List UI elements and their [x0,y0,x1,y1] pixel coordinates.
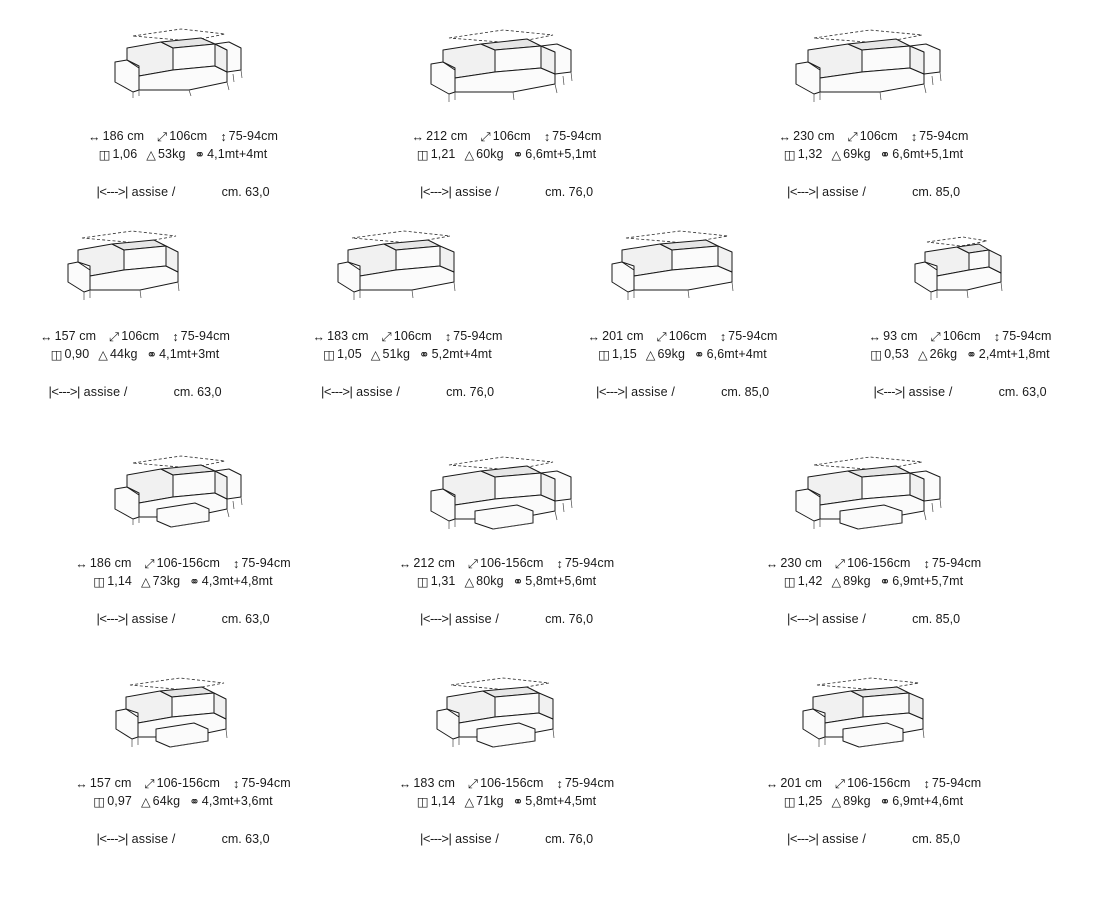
product-card [0,667,366,847]
fabric-value: 5,2mt+4mt [431,346,492,361]
width-arrow-icon: ↔ [398,557,412,571]
fabric-value: 4,3mt+4,8mt [201,573,273,588]
depth-value: 106cm [942,329,981,343]
fabric-roll-icon: ⚭ [694,347,705,362]
depth-value: 106-156cm [156,776,221,790]
module-medium-rec-icon [427,667,587,767]
volume-box-icon: ◫ [783,147,796,162]
fabric-roll-icon: ⚭ [879,147,891,162]
height-arrow-icon: ↕ [233,777,240,791]
width-arrow-icon: ↔ [868,330,882,344]
module-small-icon [60,220,210,320]
fabric-value: 4,1mt+3mt [159,346,220,361]
product-card [0,220,270,400]
weight-value: 69kg [843,146,871,161]
seat-value: cm. 63,0 [221,612,270,626]
spec-line-dimensions [270,328,545,346]
fabric-roll-icon: ⚭ [879,794,891,809]
width-value: 183 cm [413,776,455,790]
volume-box-icon: ◫ [416,574,429,589]
volume-value: 0,97 [107,793,132,808]
row-1 [0,20,1100,200]
volume-value: 0,90 [64,346,90,361]
spec-block [647,775,1100,810]
seat-depth-block [545,384,820,400]
fabric-roll-icon: ⚭ [512,574,524,589]
spec-block [366,555,647,590]
volume-box-icon: ◫ [416,794,429,809]
spec-line-dimensions [647,128,1100,146]
depth-arrow-icon: ⤢ [847,130,858,144]
sofa-illustration [0,667,366,767]
width-arrow-icon: ↔ [765,777,779,791]
height-arrow-icon: ↕ [993,330,1001,344]
weight-icon: △ [98,347,108,362]
weight-icon: △ [140,794,151,809]
seat-depth-block [366,611,647,627]
seat-label: |<--->| assise / [320,384,401,399]
seat-label: |<--->| assise / [48,384,128,399]
height-value: 75-94cm [931,776,982,790]
width-value: 212 cm [426,129,468,143]
volume-box-icon: ◫ [783,794,796,809]
volume-value: 1,21 [430,146,456,161]
seat-depth-block [647,611,1100,627]
spec-block [270,328,545,363]
seat-value: cm. 63,0 [221,832,270,846]
height-value: 75-94cm [453,329,503,343]
width-value: 201 cm [602,329,644,343]
fabric-value: 2,4mt+1,8mt [978,346,1050,361]
width-value: 186 cm [102,129,145,143]
sofa-2seat-small-icon [103,20,263,120]
height-value: 75-94cm [241,776,291,790]
depth-arrow-icon: ⤢ [144,557,155,571]
volume-value: 1,05 [337,346,362,361]
width-arrow-icon: ↔ [87,130,101,144]
height-arrow-icon: ↕ [220,130,227,144]
seat-arrow-icon: |<--->| [786,611,819,626]
width-value: 157 cm [54,329,97,343]
seat-arrow-icon: |<--->| [419,611,452,626]
volume-box-icon: ◫ [598,347,611,362]
weight-icon: △ [464,574,475,589]
weight-value: 53kg [157,146,186,161]
spec-block [0,775,366,810]
spec-block [820,328,1100,363]
depth-arrow-icon: ⤢ [656,330,667,344]
seat-arrow-icon: |<--->| [320,384,353,399]
height-value: 75-94cm [931,556,982,570]
fabric-roll-icon: ⚭ [419,347,430,362]
product-card [366,447,647,627]
fabric-roll-icon: ⚭ [879,574,891,589]
fabric-roll-icon: ⚭ [512,147,524,162]
sofa-illustration [0,20,366,120]
depth-arrow-icon: ⤢ [467,557,479,571]
seat-depth-block [0,184,366,200]
seat-label: |<--->| assise / [96,611,176,626]
weight-value: 89kg [843,793,871,808]
row-2 [0,220,1100,400]
fabric-roll-icon: ⚭ [512,794,524,809]
depth-value: 106cm [859,129,898,143]
seat-arrow-icon: |<--->| [595,384,628,399]
depth-value: 106cm [492,129,531,143]
seat-label: |<--->| assise / [786,831,867,846]
height-value: 75-94cm [552,129,602,143]
sofa-illustration [366,20,647,120]
height-arrow-icon: ↕ [556,557,563,571]
spec-line-logistics [647,146,1100,164]
width-arrow-icon: ↔ [765,557,779,571]
seat-value: cm. 63,0 [221,185,270,199]
seat-label: |<--->| assise / [419,831,500,846]
seat-label: |<--->| assise / [786,611,867,626]
spec-line-dimensions [0,128,366,146]
volume-box-icon: ◫ [416,147,429,162]
depth-arrow-icon: ⤢ [144,777,155,791]
fabric-value: 4,1mt+4mt [207,146,268,161]
sofa-2seat-medium-rec-icon [421,447,593,547]
spec-block [0,128,366,163]
height-value: 75-94cm [564,776,615,790]
weight-icon: △ [464,147,475,162]
volume-value: 1,32 [797,146,823,161]
weight-icon: △ [146,147,156,162]
seat-value: cm. 85,0 [912,185,961,199]
spec-line-logistics [545,346,820,364]
fabric-roll-icon: ⚭ [189,574,200,589]
height-arrow-icon: ↕ [719,330,727,344]
sofa-illustration [647,20,1100,120]
weight-value: 51kg [382,346,410,361]
height-value: 75-94cm [241,556,291,570]
sofa-illustration [820,220,1100,320]
volume-value: 1,14 [430,793,456,808]
module-small-rec-icon [108,667,258,767]
width-arrow-icon: ↔ [39,330,53,344]
weight-icon: △ [140,574,151,589]
spec-line-logistics [0,146,366,164]
spec-line-dimensions [366,555,647,573]
width-value: 201 cm [780,776,822,790]
spec-block [647,128,1100,163]
spec-line-dimensions [0,328,270,346]
sofa-illustration [270,220,545,320]
depth-value: 106cm [668,329,707,343]
volume-value: 1,14 [107,573,132,588]
spec-line-dimensions [366,775,647,793]
weight-icon: △ [370,347,381,362]
seat-label: |<--->| assise / [873,384,953,399]
sofa-2seat-medium-icon [421,20,593,120]
seat-label: |<--->| assise / [595,384,676,399]
seat-value: cm. 85,0 [912,612,961,626]
width-value: 183 cm [327,329,369,343]
seat-value: cm. 76,0 [446,385,495,399]
spec-line-dimensions [820,328,1100,346]
product-card [0,447,366,627]
spec-block [366,775,647,810]
weight-value: 26kg [929,346,958,361]
spec-line-logistics [0,346,270,364]
fabric-roll-icon: ⚭ [966,347,977,362]
depth-value: 106-156cm [847,776,911,790]
seat-depth-block [0,831,366,847]
depth-value: 106-156cm [480,776,544,790]
width-arrow-icon: ↔ [398,777,412,791]
spec-line-dimensions [0,775,366,793]
depth-arrow-icon: ⤢ [381,330,392,344]
volume-box-icon: ◫ [870,347,883,362]
height-arrow-icon: ↕ [923,777,930,791]
depth-value: 106cm [393,329,432,343]
height-arrow-icon: ↕ [233,557,240,571]
product-card [366,667,647,847]
sofa-2seat-large-icon [784,20,964,120]
depth-arrow-icon: ⤢ [834,557,846,571]
weight-icon: △ [645,347,656,362]
seat-label: |<--->| assise / [96,831,176,846]
seat-value: cm. 76,0 [545,612,594,626]
seat-label: |<--->| assise / [419,611,500,626]
height-arrow-icon: ↕ [172,330,179,344]
seat-arrow-icon: |<--->| [873,384,905,399]
seat-depth-block [647,831,1100,847]
volume-value: 0,53 [884,346,909,361]
fabric-value: 4,3mt+3,6mt [201,793,273,808]
module-tiny-icon [905,220,1015,320]
width-value: 93 cm [883,329,918,343]
spec-line-dimensions [647,775,1100,793]
depth-arrow-icon: ⤢ [930,330,941,344]
spec-line-logistics [0,573,366,591]
spec-line-logistics [270,346,545,364]
spec-block [647,555,1100,590]
volume-box-icon: ◫ [783,574,796,589]
spec-line-logistics [820,346,1100,364]
sofa-2seat-small-rec-icon [103,447,263,547]
width-arrow-icon: ↔ [312,330,326,344]
seat-depth-block [647,184,1100,200]
weight-icon: △ [464,794,475,809]
height-arrow-icon: ↕ [910,130,918,144]
width-arrow-icon: ↔ [587,330,601,344]
fabric-value: 5,8mt+5,6mt [525,573,597,588]
width-arrow-icon: ↔ [778,130,792,144]
seat-depth-block [270,384,545,400]
height-value: 75-94cm [728,329,778,343]
height-value: 75-94cm [564,556,615,570]
seat-depth-block [0,611,366,627]
seat-arrow-icon: |<--->| [96,831,128,846]
depth-value: 106-156cm [156,556,221,570]
module-large-icon [600,220,766,320]
fabric-roll-icon: ⚭ [146,347,158,362]
weight-icon: △ [831,147,842,162]
weight-value: 64kg [152,793,181,808]
fabric-value: 6,6mt+5,1mt [525,146,597,161]
seat-label: |<--->| assise / [786,184,867,199]
spec-line-logistics [366,573,647,591]
height-value: 75-94cm [228,129,279,143]
sofa-illustration [366,447,647,547]
product-card [647,667,1100,847]
weight-value: 44kg [109,346,138,361]
module-large-rec-icon [791,667,957,767]
depth-value: 106cm [169,129,208,143]
width-arrow-icon: ↔ [411,130,425,144]
weight-value: 89kg [843,573,871,588]
seat-depth-block [820,384,1100,400]
weight-icon: △ [831,794,842,809]
volume-box-icon: ◫ [323,347,336,362]
seat-value: cm. 76,0 [545,185,594,199]
fabric-value: 6,9mt+4,6mt [892,793,964,808]
height-value: 75-94cm [919,129,969,143]
spec-line-logistics [647,573,1100,591]
seat-depth-block [0,384,270,400]
seat-value: cm. 85,0 [912,832,961,846]
spec-block [0,328,270,363]
fabric-roll-icon: ⚭ [189,794,200,809]
width-value: 230 cm [793,129,835,143]
sofa-illustration [366,667,647,767]
seat-arrow-icon: |<--->| [48,384,80,399]
fabric-value: 5,8mt+4,5mt [525,793,597,808]
sofa-2seat-large-rec-icon [784,447,964,547]
weight-value: 69kg [657,346,685,361]
seat-arrow-icon: |<--->| [96,184,128,199]
weight-icon: △ [831,574,842,589]
depth-value: 106-156cm [847,556,911,570]
product-card [366,20,647,200]
spec-line-dimensions [545,328,820,346]
product-card [820,220,1100,400]
seat-arrow-icon: |<--->| [419,184,452,199]
spec-line-dimensions [366,128,647,146]
sofa-illustration [0,220,270,320]
fabric-value: 6,6mt+4mt [706,346,767,361]
seat-arrow-icon: |<--->| [96,611,128,626]
volume-value: 1,31 [430,573,456,588]
spec-line-logistics [366,793,647,811]
fabric-roll-icon: ⚭ [194,147,206,162]
width-value: 230 cm [780,556,822,570]
width-value: 157 cm [89,776,132,790]
volume-box-icon: ◫ [50,347,63,362]
seat-arrow-icon: |<--->| [786,184,819,199]
spec-line-logistics [647,793,1100,811]
volume-value: 1,42 [797,573,823,588]
depth-arrow-icon: ⤢ [480,130,491,144]
weight-value: 73kg [152,573,181,588]
weight-icon: △ [917,347,928,362]
weight-value: 80kg [476,573,504,588]
seat-depth-block [366,831,647,847]
spec-line-logistics [0,793,366,811]
row-4 [0,667,1100,847]
volume-box-icon: ◫ [93,574,106,589]
spec-line-dimensions [647,555,1100,573]
seat-label: |<--->| assise / [96,184,176,199]
depth-arrow-icon: ⤢ [109,330,120,344]
volume-box-icon: ◫ [98,147,111,162]
product-card [647,20,1100,200]
fabric-value: 6,6mt+5,1mt [892,146,964,161]
seat-value: cm. 63,0 [998,385,1047,399]
seat-value: cm. 76,0 [545,832,594,846]
product-card [545,220,820,400]
seat-arrow-icon: |<--->| [786,831,819,846]
height-arrow-icon: ↕ [543,130,551,144]
depth-arrow-icon: ⤢ [834,777,846,791]
fabric-value: 6,9mt+5,7mt [892,573,964,588]
depth-value: 106cm [121,329,160,343]
width-arrow-icon: ↔ [75,557,88,571]
seat-label: |<--->| assise / [419,184,500,199]
weight-value: 71kg [476,793,504,808]
spec-block [366,128,647,163]
sofa-illustration [647,447,1100,547]
spec-line-dimensions [0,555,366,573]
weight-value: 60kg [476,146,504,161]
depth-value: 106-156cm [480,556,544,570]
spec-block [545,328,820,363]
height-value: 75-94cm [180,329,231,343]
seat-value: cm. 63,0 [173,385,222,399]
sofa-illustration [647,667,1100,767]
product-card [0,20,366,200]
volume-value: 1,15 [612,346,637,361]
spec-block [0,555,366,590]
sofa-illustration [545,220,820,320]
width-value: 212 cm [413,556,455,570]
product-card [270,220,545,400]
depth-arrow-icon: ⤢ [157,130,168,144]
height-value: 75-94cm [1002,329,1052,343]
product-card [647,447,1100,627]
width-arrow-icon: ↔ [75,777,88,791]
height-arrow-icon: ↕ [923,557,930,571]
seat-depth-block [366,184,647,200]
spec-line-logistics [366,146,647,164]
width-value: 186 cm [89,556,132,570]
volume-value: 1,06 [112,146,138,161]
depth-arrow-icon: ⤢ [467,777,479,791]
sofa-illustration [0,447,366,547]
seat-arrow-icon: |<--->| [419,831,452,846]
height-arrow-icon: ↕ [556,777,563,791]
row-3 [0,447,1100,627]
volume-value: 1,25 [797,793,823,808]
seat-value: cm. 85,0 [721,385,770,399]
module-medium-icon [328,220,488,320]
height-arrow-icon: ↕ [444,330,452,344]
volume-box-icon: ◫ [93,794,106,809]
